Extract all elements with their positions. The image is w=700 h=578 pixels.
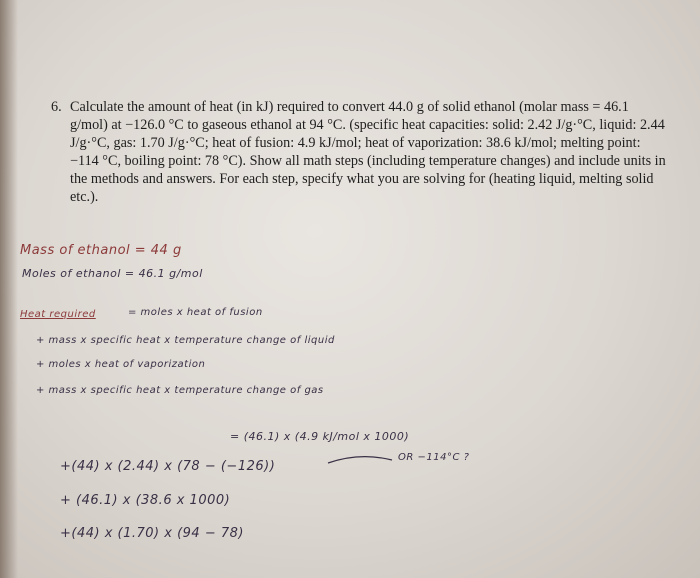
mass-of-ethanol-line: Mass of ethanol = 44 g xyxy=(20,243,182,258)
heat-required-heading: Heat required xyxy=(20,309,96,320)
problem-number: 6. xyxy=(51,99,62,115)
problem-text: Calculate the amount of heat (in kJ) required to convert 44.0 g of solid ethanol (molar mass = 46.1 g/mol) at −126.0 °C to gaseous ethanol at 94 °C. (specific heat capacities: solid: 2.42 J/g·°C, liquid: 2.44 J/g·°C, gas: 1.70 J/g·°C; heat of fusion: 4.9 kJ/mol; heat of vaporization: 38.6 kJ/mol; melting point: −114 °C, boiling point: 78 °C). Show all math steps (including temperature changes) and include units in the methods and answers. For each step, specify what you are solving for (heating liquid, melting solid etc.). xyxy=(70,99,666,205)
calc-fusion: = (46.1) x (4.9 kJ/mol x 1000) xyxy=(230,430,410,443)
calc-gas: +(44) x (1.70) x (94 − 78) xyxy=(60,526,244,541)
calc-liquid: +(44) x (2.44) x (78 − (−126)) xyxy=(60,459,276,474)
term-vaporization: + moles x heat of vaporization xyxy=(36,359,206,370)
calc-vaporization: + (46.1) x (38.6 x 1000) xyxy=(60,493,231,508)
moles-of-ethanol-line: Moles of ethanol = 46.1 g/mol xyxy=(22,267,203,280)
heat-equation-rhs: = moles x heat of fusion xyxy=(128,307,263,318)
term-liquid-heating: + mass x specific heat x temperature change of liquid xyxy=(36,335,335,346)
calc-liquid-note: OR −114°C ? xyxy=(398,452,470,463)
term-gas-heating: + mass x specific heat x temperature change of gas xyxy=(36,385,324,396)
